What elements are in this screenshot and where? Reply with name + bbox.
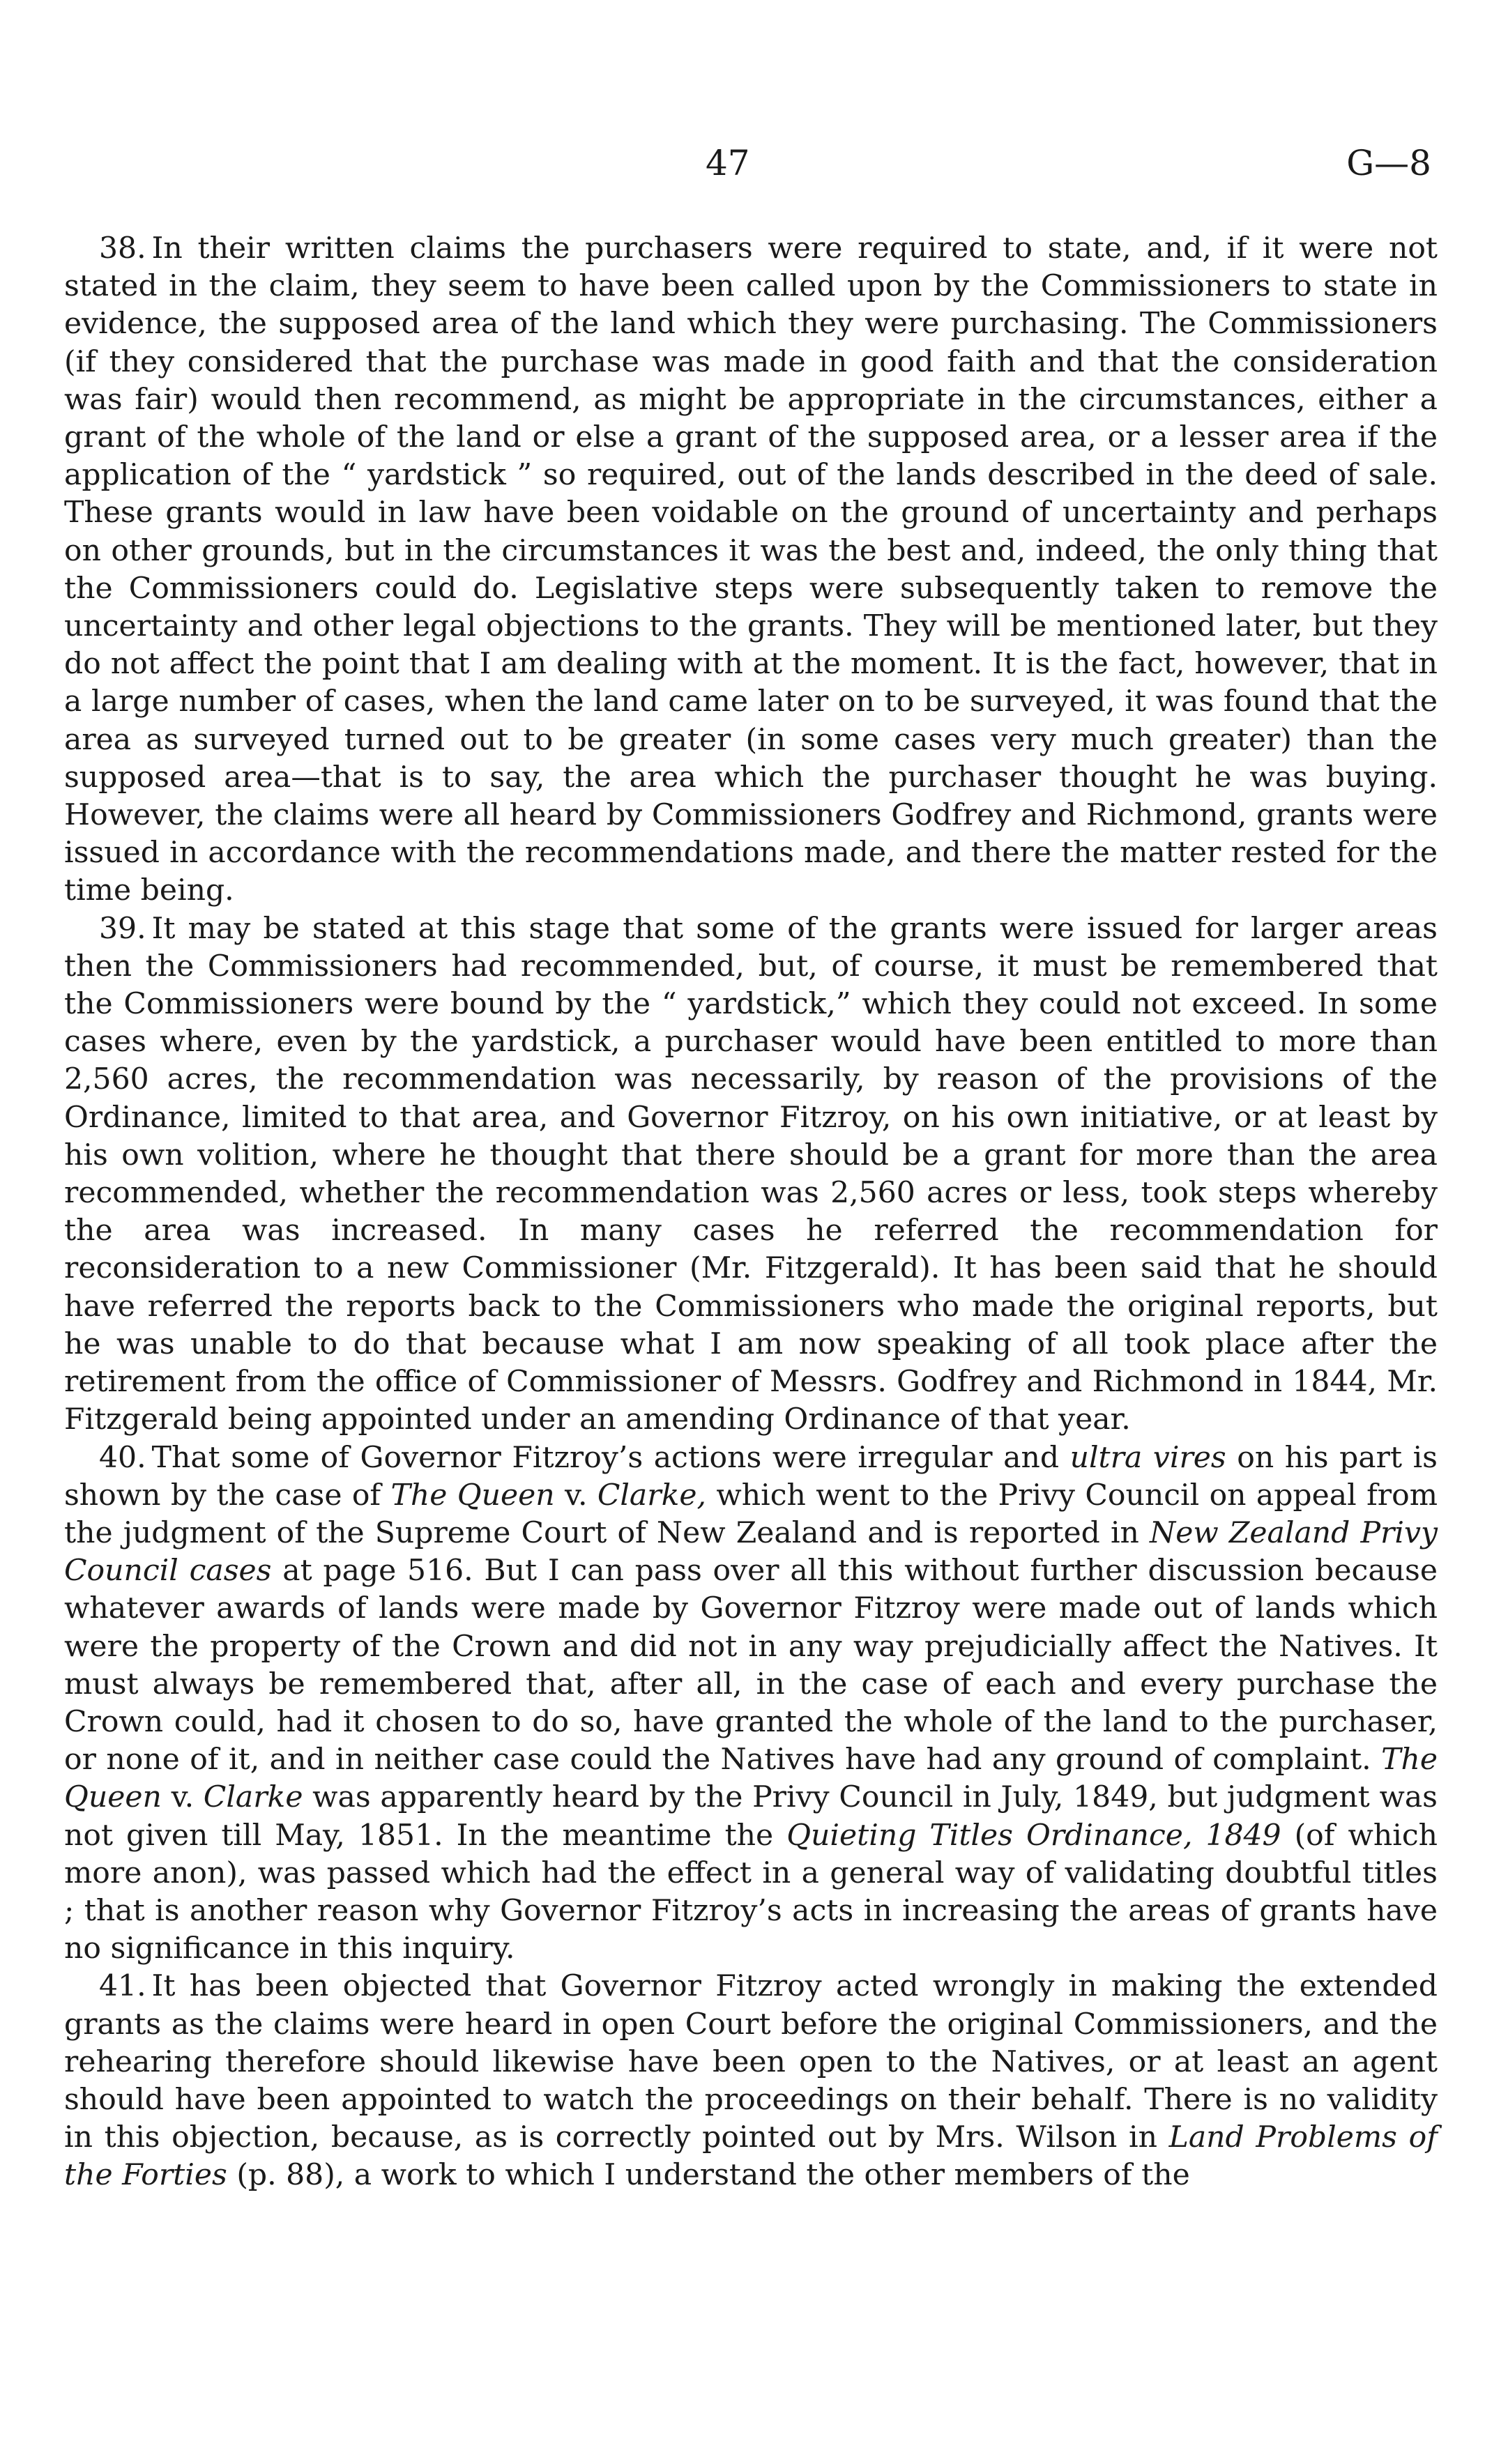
paragraph-text: which went to the Privy Council on appeal from the judgment of the Supreme Court of New Zealand and is reported in: [64, 1478, 1438, 1550]
book-title: Land Problems of the Forties: [64, 2120, 1438, 2193]
page-number: 47: [706, 143, 750, 183]
document-reference: G—8: [1346, 143, 1431, 183]
paragraph-38: [64, 230, 1438, 910]
paragraph-text: That some of Governor Fitzroy’s actions were irregular and: [151, 1440, 1070, 1475]
latin-term: ultra vires: [1069, 1440, 1226, 1475]
paragraph-41: [64, 1968, 1438, 2194]
paragraph-text: In their written claims the purchasers were required to state, and, if it were not stated in the claim, they seem to have been called upon by the Commissioners to state in evidence, the supposed area of the land which they were purchasing. The Commissioners (if they considered that the purchase was made in good faith and that the consideration was fair) would then recommend, as might be appropriate in the circumstances, either a grant of the whole of the land or else a grant of the supposed area, or a lesser area if the application of the “ yardstick ” so required, out of the lands described in the deed of sale. These grants would in law have been voidable on the ground of uncertainty and perhaps on other grounds, but in the circumstances it was the best and, indeed, the only thing that the Commissioners could do. Legislative steps were subsequently taken to remove the uncertainty and other legal objections to the grants. They will be mentioned later, but they do not affect the point that I am dealing with at the moment. It is the fact, however, that in a large number of cases, when the land came later on to be surveyed, it was found that the area as surveyed turned out to be greater (in some cases very much greater) than the supposed area—that is to say, the area which the purchaser thought he was buying. However, the claims were all heard by Commissioners Godfrey and Richmond, grants were issued in accordance with the recommendations made, and there the matter rested for the time being.: [64, 231, 1438, 908]
paragraph-39: [64, 910, 1438, 1439]
case-name-party: The Queen: [390, 1478, 555, 1513]
page-header: [0, 143, 1508, 192]
paragraph-number: 40.: [99, 1440, 146, 1475]
paragraph-text: (of which more anon), was passed which had the effect in a general way of validating doubtful titles ; that is another reason why Governor Fitzroy’s acts in increasing the areas of grants have no significance in this inquiry.: [64, 1818, 1438, 1966]
paragraph-text: was apparently heard by the Privy Council in July, 1849, but judgment was not given till May, 1851. In the meantime the: [64, 1780, 1438, 1853]
paragraph-text: It has been objected that Governor Fitzroy acted wrongly in making the extended grants as the claims were heard in open Court before the original Commissioners, and the rehearing therefore should likewise have been open to the Natives, or at least an agent should have been appointed to watch the proceedings on their behalf. There is no validity in this objection, because, as is correctly pointed out by Mrs. Wilson in: [64, 1969, 1438, 2155]
paragraph-text: v.: [161, 1780, 204, 1815]
paragraph-text: It may be stated at this stage that some of the grants were issued for larger areas then the Commissioners had recommended, but, of course, it must be remembered that the Commissioners were bound by the “ yardstick,” which they could not exceed. In some cases where, even by the yardstick, a purchaser would have been entitled to more than 2,560 acres, the recommendation was necessarily, by reason of the provisions of the Ordinance, limited to that area, and Governor Fitzroy, on his own initiative, or at least by his own volition, where he thought that there should be a grant for more than the area recommended, whether the recommendation was 2,560 acres or less, took steps whereby the area was increased. In many cases he referred the recommendation for reconsideration to a new Commissioner (Mr. Fitzgerald). It has been said that he should have referred the reports back to the Commissioners who made the original reports, but he was unable to do that because what I am now speaking of all took place after the retirement from the office of Commissioner of Messrs. Godfrey and Richmond in 1844, Mr. Fitzgerald being appointed under an amending Ordinance of that year.: [64, 911, 1438, 1437]
paragraph-text: v.: [554, 1478, 597, 1513]
paragraph-number: 41.: [99, 1969, 146, 2004]
case-name-party: The Queen: [64, 1743, 1438, 1815]
paragraph-text: at page 516. But I can pass over all this without further discussion because whatever awards of lands were made by Governor Fitzroy were made out of lands which were the property of the Crown and did not in any way prejudicially affect the Natives. It must always be remembered that, after all, in the case of each and every purchase the Crown could, had it chosen to do so, have granted the whole of the land to the purchaser, or none of it, and in neither case could the Natives have had any ground of complaint.: [64, 1554, 1438, 1777]
paragraph-number: 39.: [99, 911, 146, 946]
paragraph-40: [64, 1439, 1438, 1968]
ordinance-title: Quieting Titles Ordinance, 1849: [786, 1818, 1281, 1853]
body-text: [64, 230, 1438, 2195]
paragraph-text: (p. 88), a work to which I understand the other members of the: [227, 2158, 1190, 2193]
case-name-party: Clarke: [203, 1780, 303, 1815]
paragraph-text: on his part is shown by the case of: [64, 1440, 1438, 1513]
case-name-party: Clarke,: [597, 1478, 706, 1513]
paragraph-number: 38.: [99, 231, 146, 266]
report-title: New Zealand Privy Council cases: [64, 1515, 1438, 1589]
